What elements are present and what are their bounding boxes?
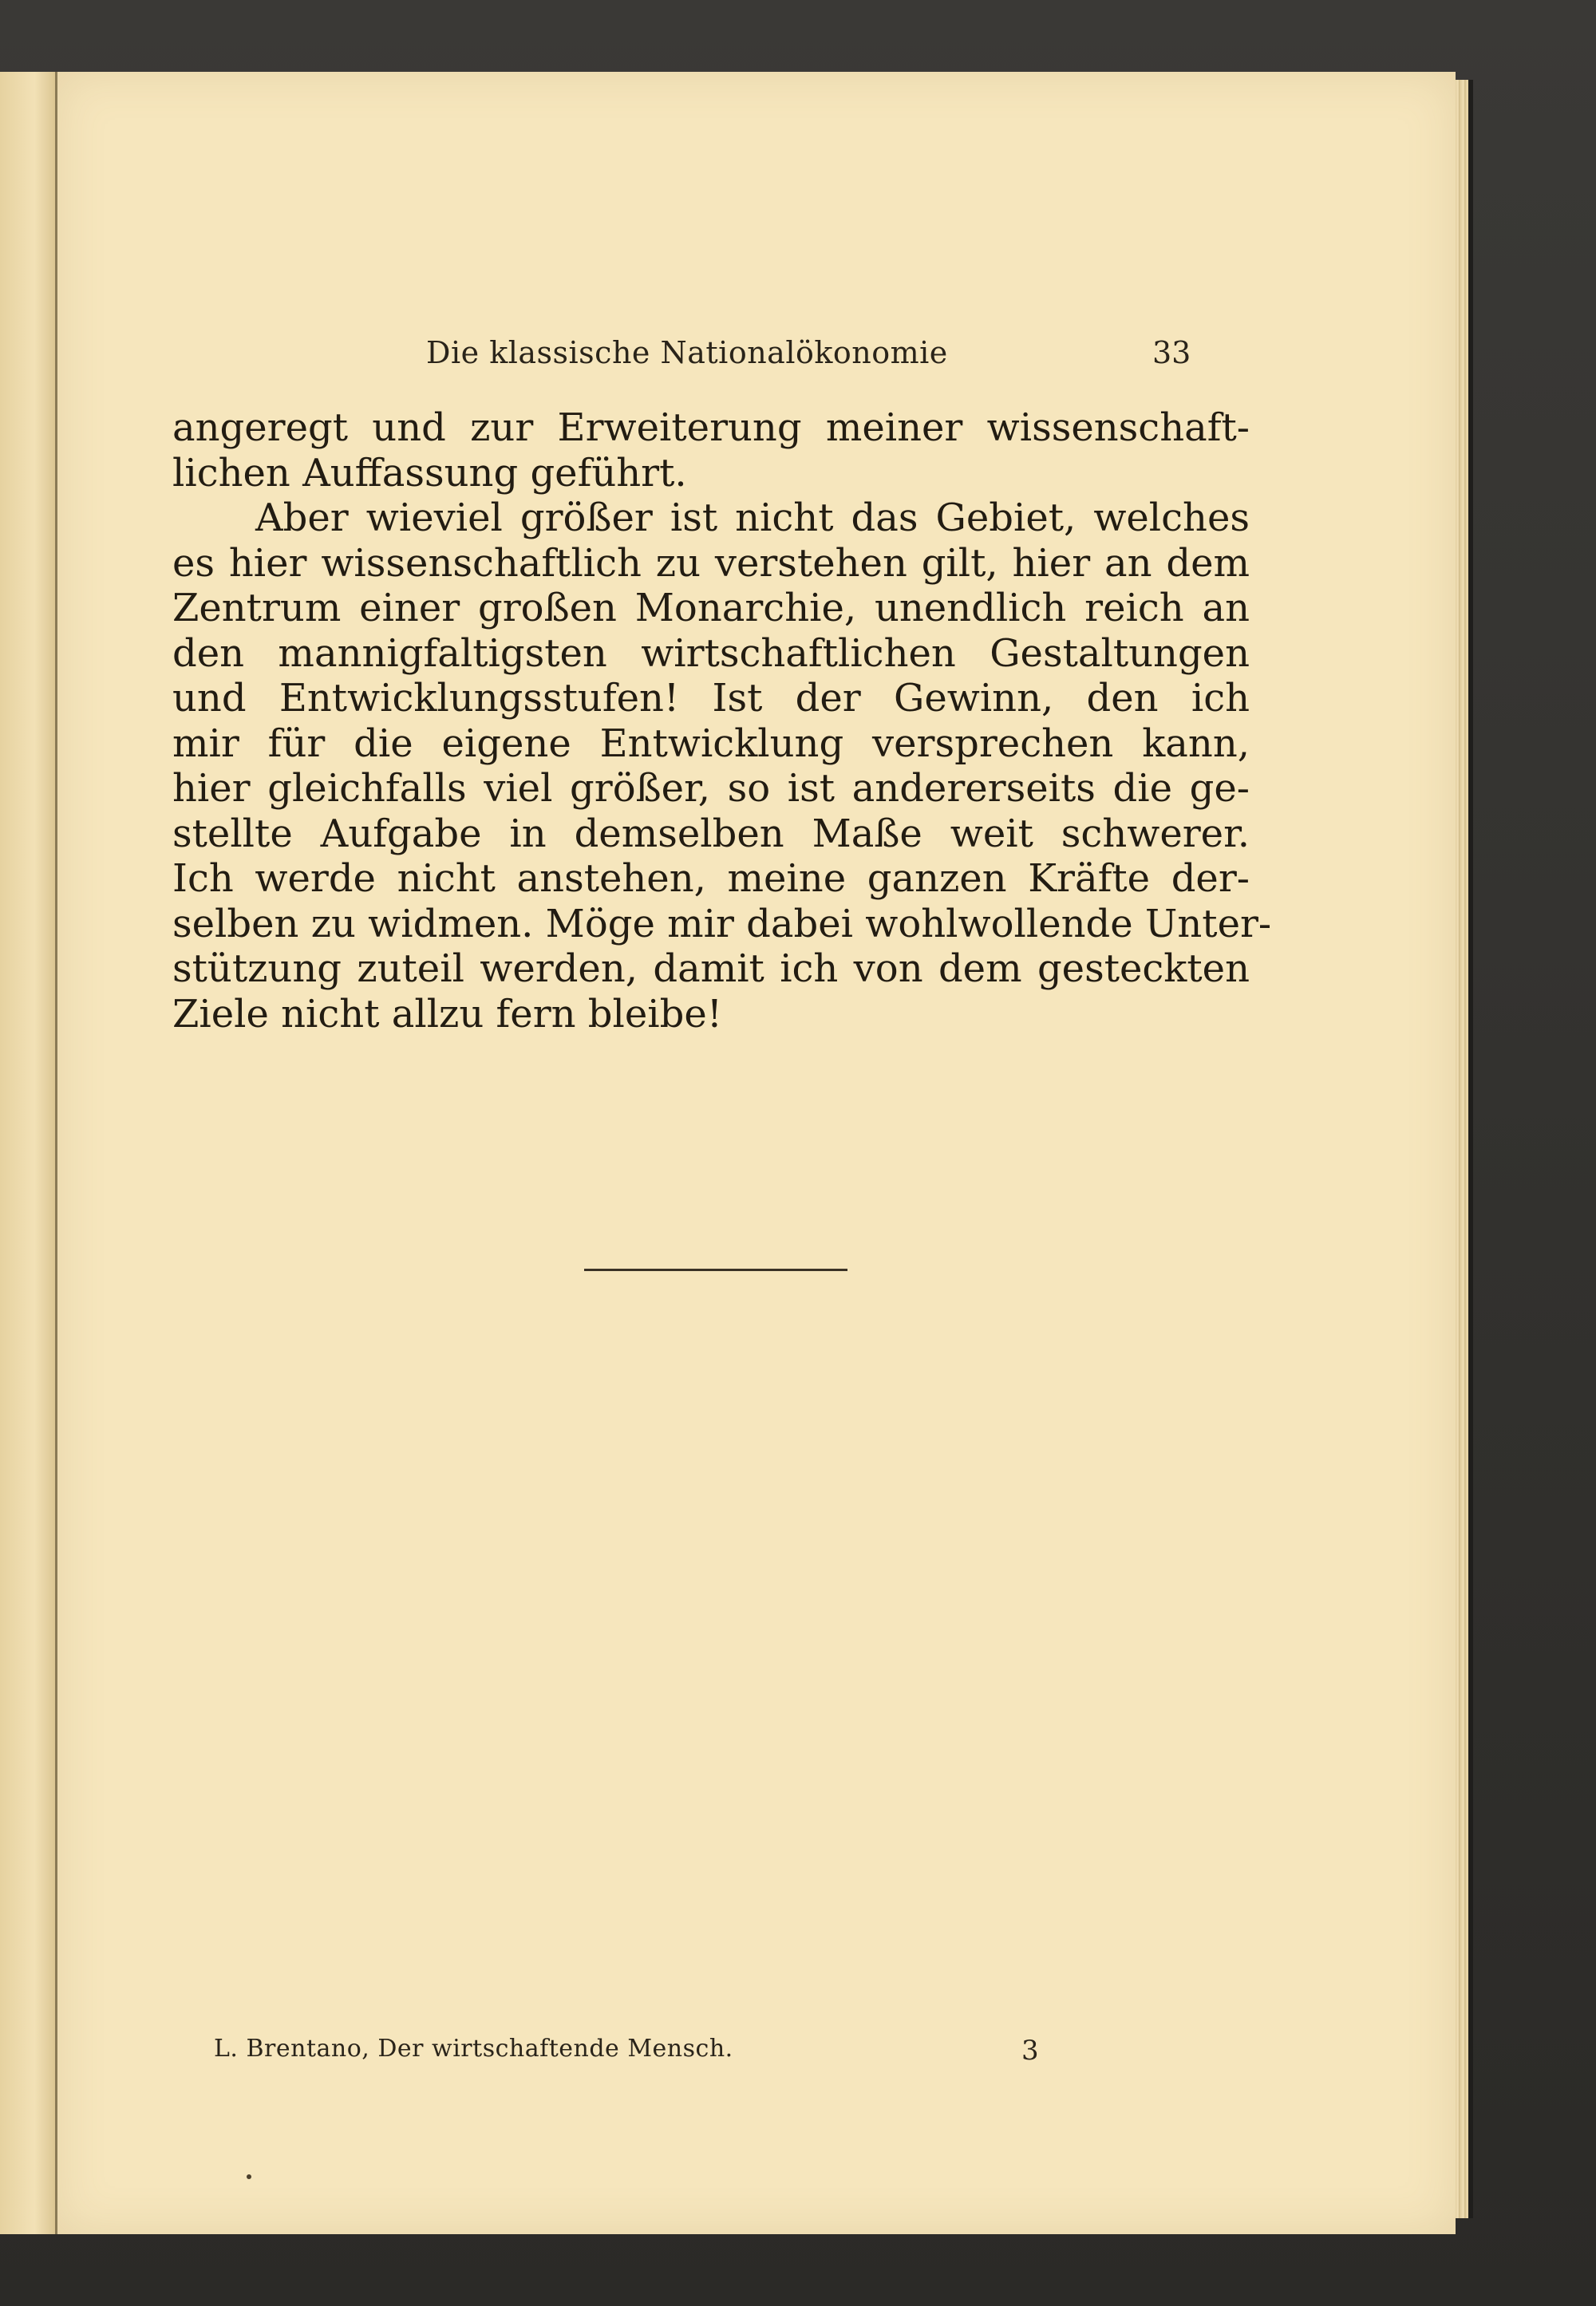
text-line: angeregt und zur Erweiterung meiner wissenschaft-: [172, 405, 1250, 450]
book-page: [57, 72, 1456, 2234]
page-stack-edge: [1456, 80, 1468, 2218]
text-line: stützung zuteil werden, damit ich von dem gesteckten: [172, 946, 1250, 991]
paper-speck: [247, 2174, 251, 2179]
text-line: lichen Auffassung geführt.: [172, 450, 687, 496]
signature-line: L. Brentano, Der wirtschaftende Mensch.: [214, 2035, 733, 2063]
page-number: 33: [1152, 335, 1191, 370]
running-title: Die klassische Nationalökonomie: [426, 335, 948, 370]
text-line: Ziele nicht allzu fern bleibe!: [172, 991, 723, 1037]
text-line: stellte Aufgabe in demselben Maße weit schwerer.: [172, 811, 1250, 856]
text-line: und Entwicklungsstufen! Ist der Gewinn, den ich: [172, 676, 1250, 721]
body-text: [172, 405, 1272, 1037]
text-line: mir für die eigene Entwicklung versprechen kann,: [172, 721, 1250, 766]
text-line: den mannigfaltigsten wirtschaftlichen Gestaltungen: [172, 630, 1250, 676]
text-line: Aber wieviel größer ist nicht das Gebiet, welches: [255, 496, 1250, 540]
page-footer: [57, 2035, 1456, 2083]
text-line: selben zu widmen. Möge mir dabei wohlwollende Unter-: [172, 901, 1272, 946]
running-head: [57, 335, 1456, 383]
text-line: Ich werde nicht anstehen, meine ganzen Kräfte der-: [172, 856, 1250, 901]
section-divider: [584, 1269, 847, 1271]
facing-page-edge: [0, 72, 57, 2234]
text-line: es hier wissenschaftlich zu verstehen gilt, hier an dem: [172, 540, 1250, 586]
text-line: hier gleichfalls viel größer, so ist andererseits die ge-: [172, 766, 1250, 811]
text-line: Zentrum einer großen Monarchie, unendlich reich an: [172, 586, 1250, 630]
signature-mark: 3: [1021, 2035, 1039, 2067]
